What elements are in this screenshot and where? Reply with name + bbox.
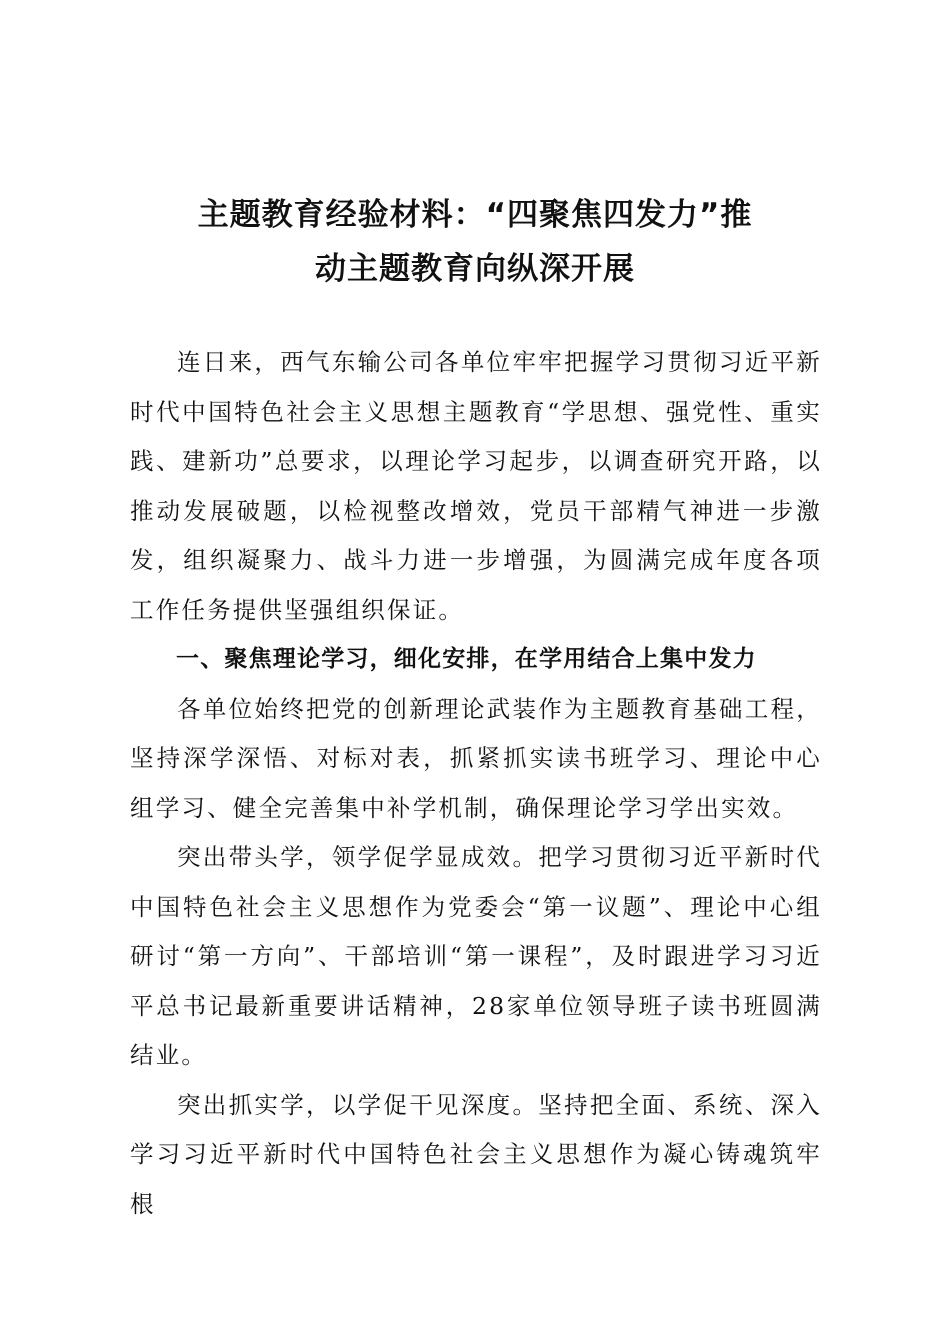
- paragraph-intro: 连日来，西气东输公司各单位牢牢把握学习贯彻习近平新时代中国特色社会主义思想主题教育“学思想、强党性、重实践、建新功”总要求，以理论学习起步，以调查研究开路，以推动发展破题，以检视整改增效，党员干部精气神进一步激发，组织凝聚力、战斗力进一步增强，为圆满完成年度各项工作任务提供坚强组织保证。: [130, 348, 822, 624]
- document-body: [130, 338, 822, 1229]
- paragraph-lead-study: 突出带头学，领学促学显成效。把学习贯彻习近平新时代中国特色社会主义思想作为党委会“第一议题”、理论中心组研讨“第一方向”、干部培训“第一课程”，及时跟进学习习近平总书记最新重要讲话精神，28家单位领导班子读书班圆满结业。: [130, 843, 822, 1069]
- paragraph-section-1-intro: 各单位始终把党的创新理论武装作为主题教育基础工程，坚持深学深悟、对标对表，抓紧抓实读书班学习、理论中心组学习、健全完善集中补学机制，确保理论学习学出实效。: [130, 694, 822, 822]
- document-title: [130, 188, 820, 296]
- paragraph-practical-study: 突出抓实学，以学促干见深度。坚持把全面、系统、深入学习习近平新时代中国特色社会主义思想作为凝心铸魂筑牢根: [130, 1090, 822, 1218]
- title-line-2: 动主题教育向纵深开展: [315, 251, 635, 287]
- title-line-1: 主题教育经验材料：“四聚焦四发力”推: [197, 197, 753, 233]
- section-heading-1: 一、聚焦理论学习，细化安排，在学用结合上集中发力: [176, 646, 757, 672]
